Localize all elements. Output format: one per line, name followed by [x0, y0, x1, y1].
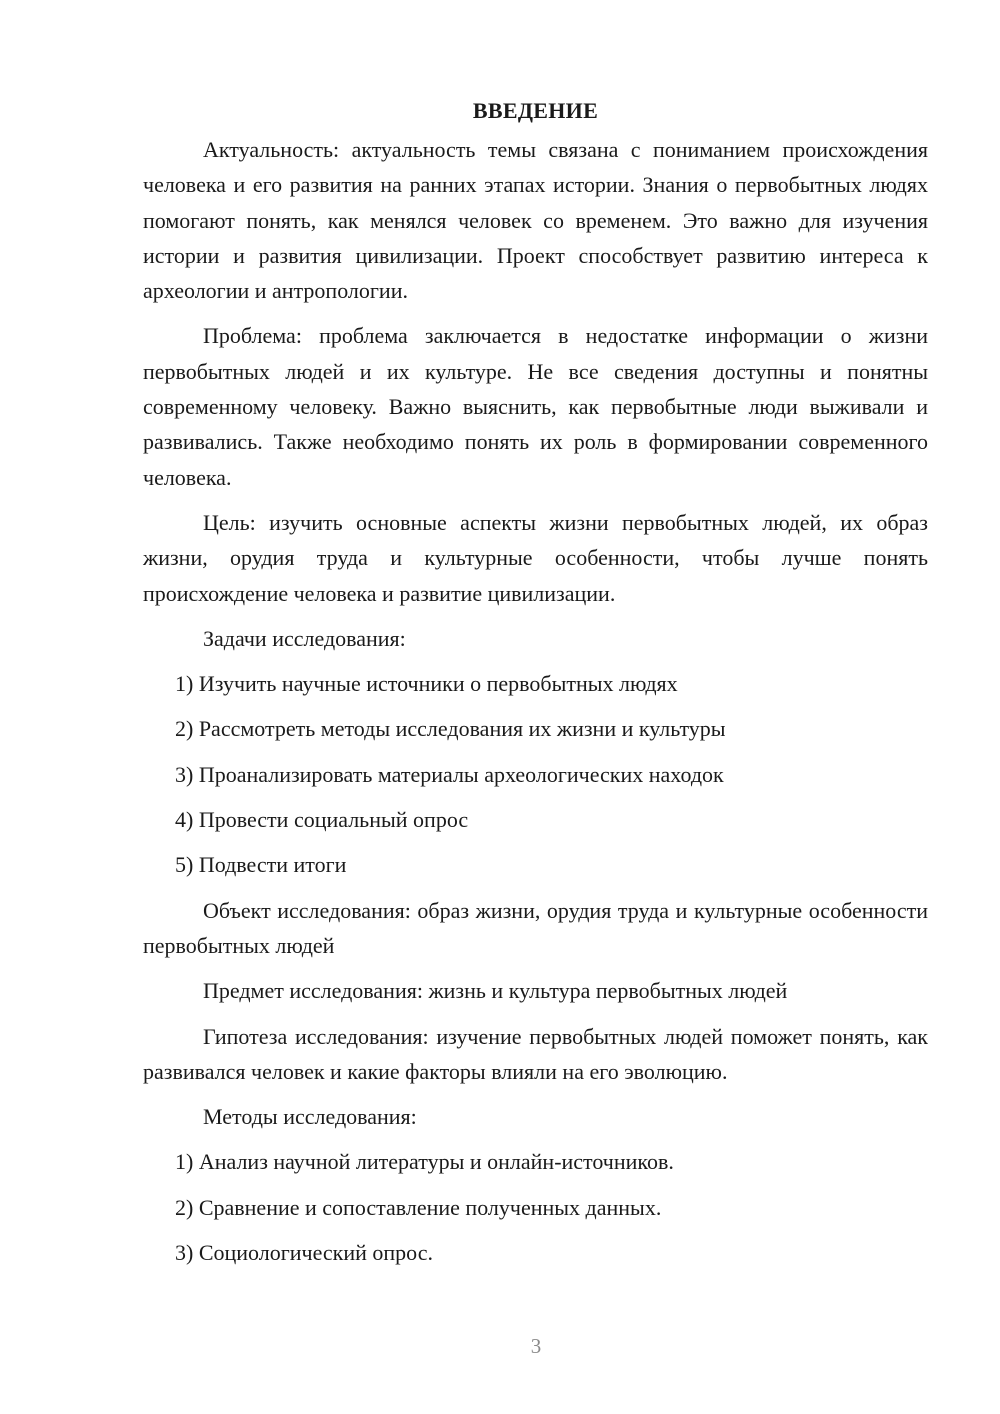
problem-paragraph: Проблема: проблема заключается в недостатке информации о жизни первобытных людей и их культуре. Не все сведения доступны и понятны современному человеку. Важно выяснить, как первобытные люди выживали и развивались. Также необходимо понять их роль в формировании современного человека. [143, 323, 928, 490]
tasks-list [143, 666, 928, 882]
list-item: 4) Провести социальный опрос [175, 807, 469, 833]
methods-list [143, 1144, 928, 1270]
object-paragraph: Объект исследования: образ жизни, орудия труда и культурные особенности первобытных людей [143, 897, 928, 958]
methods-label: Методы исследования: [203, 1104, 417, 1130]
document-page [143, 96, 928, 1280]
page-title: ВВЕДЕНИЕ [472, 98, 599, 123]
hypothesis-paragraph: Гипотеза исследования: изучение первобытных людей поможет понять, как развивался человек и какие факторы влияли на его эволюцию. [143, 1023, 928, 1084]
relevance-paragraph: Актуальность: актуальность темы связана с пониманием происхождения человека и его развития на ранних этапах истории. Знания о первобытных людях помогают понять, как менялся человек со временем. Это важно для изучения истории и развития цивилизации. Проект способствует развитию интереса к археологии и антропологии. [143, 137, 928, 304]
list-item: 2) Рассмотреть методы исследования их жизни и культуры [175, 716, 726, 742]
goal-paragraph: Цель: изучить основные аспекты жизни первобытных людей, их образ жизни, орудия труда и культурные особенности, чтобы лучше понять происхождение человека и развитие цивилизации. [143, 509, 928, 606]
list-item: 3) Социологический опрос. [175, 1240, 433, 1266]
list-item: 2) Сравнение и сопоставление полученных данных. [175, 1194, 662, 1220]
list-item: 1) Изучить научные источники о первобытных людях [175, 671, 678, 697]
list-item: 5) Подвести итоги [175, 852, 347, 878]
subject-paragraph: Предмет исследования: жизнь и культура первобытных людей [203, 978, 788, 1004]
list-item: 1) Анализ научной литературы и онлайн-источников. [175, 1149, 674, 1175]
list-item: 3) Проанализировать материалы археологических находок [175, 761, 724, 787]
page-number: 3 [530, 1334, 542, 1358]
tasks-label: Задачи исследования: [203, 625, 406, 651]
